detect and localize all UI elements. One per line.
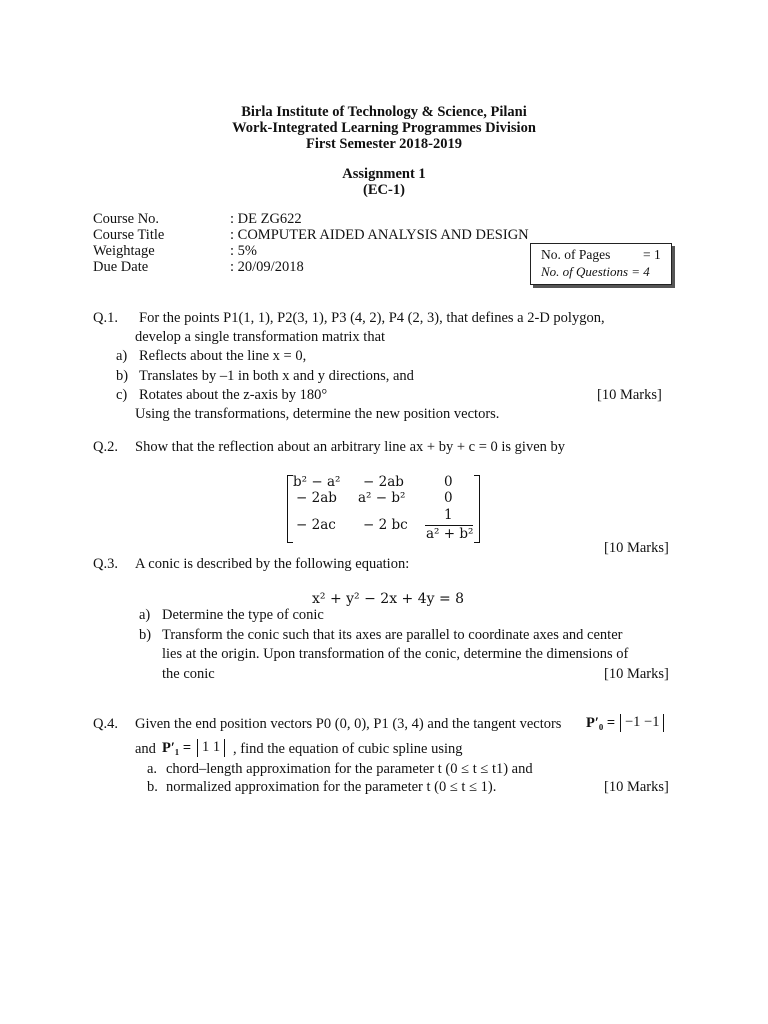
matrix-r2c3: 0 [444, 490, 453, 506]
q1-item-b: Translates by –1 in both x and y directions, and [139, 368, 414, 384]
q4-item-a: chord–length approximation for the parameter t (0 ≤ t ≤ t1) and [166, 761, 533, 777]
weightage-label: Weightage [93, 243, 155, 259]
matrix-r2c1: − 2ab [296, 490, 337, 506]
q4-item-b-label: b. [147, 779, 158, 795]
assignment-title: Assignment 1 [342, 166, 426, 182]
q1-item-c: Rotates about the z-axis by 180° [139, 387, 328, 403]
conic-equation: x² + y² − 2x + 4y = 8 [312, 591, 465, 607]
q4-item-b: normalized approximation for the parameter t (0 ≤ t ≤ 1). [166, 779, 497, 795]
matrix-right-bracket [474, 475, 480, 543]
q4-item-a-label: a. [147, 761, 158, 777]
course-title-value: : COMPUTER AIDED ANALYSIS AND DESIGN [230, 227, 529, 243]
q3-item-a: Determine the type of conic [162, 607, 324, 623]
q1-item-b-label: b) [116, 368, 129, 384]
q4-line1: Given the end position vectors P0 (0, 0), P1 (3, 4) and the tangent vectors [135, 716, 562, 732]
q2-number: Q.2. [93, 439, 118, 455]
semester: First Semester 2018-2019 [306, 136, 462, 152]
matrix-r3c3-numerator: 1 [444, 507, 453, 523]
assignment-component: (EC-1) [363, 182, 405, 198]
p0-prime-vector [620, 714, 664, 732]
q4-line2-rest: , find the equation of cubic spline using [233, 741, 463, 757]
q1-number: Q.1. [93, 310, 118, 326]
p1-prime-vector [197, 739, 225, 757]
q1-closing: Using the transformations, determine the new position vectors. [135, 406, 500, 422]
matrix-r3c2: − 2 bc [363, 517, 408, 533]
q4-number: Q.4. [93, 716, 118, 732]
course-no-label: Course No. [93, 211, 160, 227]
p1-prime-label: P′₁ = [162, 740, 192, 756]
institute-name: Birla Institute of Technology & Science, Pilani [241, 104, 527, 120]
q1-item-c-label: c) [116, 387, 128, 403]
q4-marks: [10 Marks] [604, 779, 669, 795]
q1-item-a: Reflects about the line x = 0, [139, 348, 307, 364]
matrix-r1c3: 0 [444, 474, 453, 490]
weightage-value: : 5% [230, 243, 257, 259]
pages-questions-box [530, 243, 672, 285]
due-date-label: Due Date [93, 259, 149, 275]
p0-prime-label: P′₀ = [586, 715, 616, 731]
q1-marks: [10 Marks] [597, 387, 662, 403]
due-date-value: : 20/09/2018 [230, 259, 304, 275]
questions-count: No. of Questions = 4 [541, 264, 650, 279]
q3-item-b-line3: the conic [162, 666, 215, 682]
q3-item-b-label: b) [139, 627, 152, 643]
p1-prime-values: 1 1 [202, 739, 221, 755]
matrix-r3c3-denominator: a² + b² [426, 526, 474, 542]
course-title-label: Course Title [93, 227, 165, 243]
q2-marks: [10 Marks] [604, 540, 669, 556]
q3-number: Q.3. [93, 556, 118, 572]
q3-item-b: Transform the conic such that its axes are parallel to coordinate axes and center [162, 627, 623, 643]
q1-line2: develop a single transformation matrix that [135, 329, 386, 345]
q3-marks: [10 Marks] [604, 666, 669, 682]
matrix-r1c2: − 2ab [363, 474, 404, 490]
q4-and: and [135, 741, 156, 757]
matrix-r3c1: − 2ac [296, 517, 336, 533]
q3-item-a-label: a) [139, 607, 151, 623]
pages-label: No. of Pages [541, 247, 611, 262]
p0-prime-values: −1 −1 [625, 714, 660, 730]
q2-text: Show that the reflection about an arbitrary line ax + by + c = 0 is given by [135, 439, 566, 455]
q1-line1: For the points P1(1, 1), P2(3, 1), P3 (4, 2), P4 (2, 3), that defines a 2-D polygon, [139, 310, 605, 326]
pages-value: = 1 [643, 247, 661, 262]
q3-item-b-line2: lies at the origin. Upon transformation of the conic, determine the dimensions of [162, 646, 629, 662]
q1-item-a-label: a) [116, 348, 128, 364]
division-name: Work-Integrated Learning Programmes Division [232, 120, 536, 136]
q3-text: A conic is described by the following equation: [135, 556, 410, 572]
matrix-r2c2: a² − b² [358, 490, 406, 506]
matrix-r1c1: b² − a² [293, 474, 341, 490]
course-no-value: : DE ZG622 [230, 211, 302, 227]
